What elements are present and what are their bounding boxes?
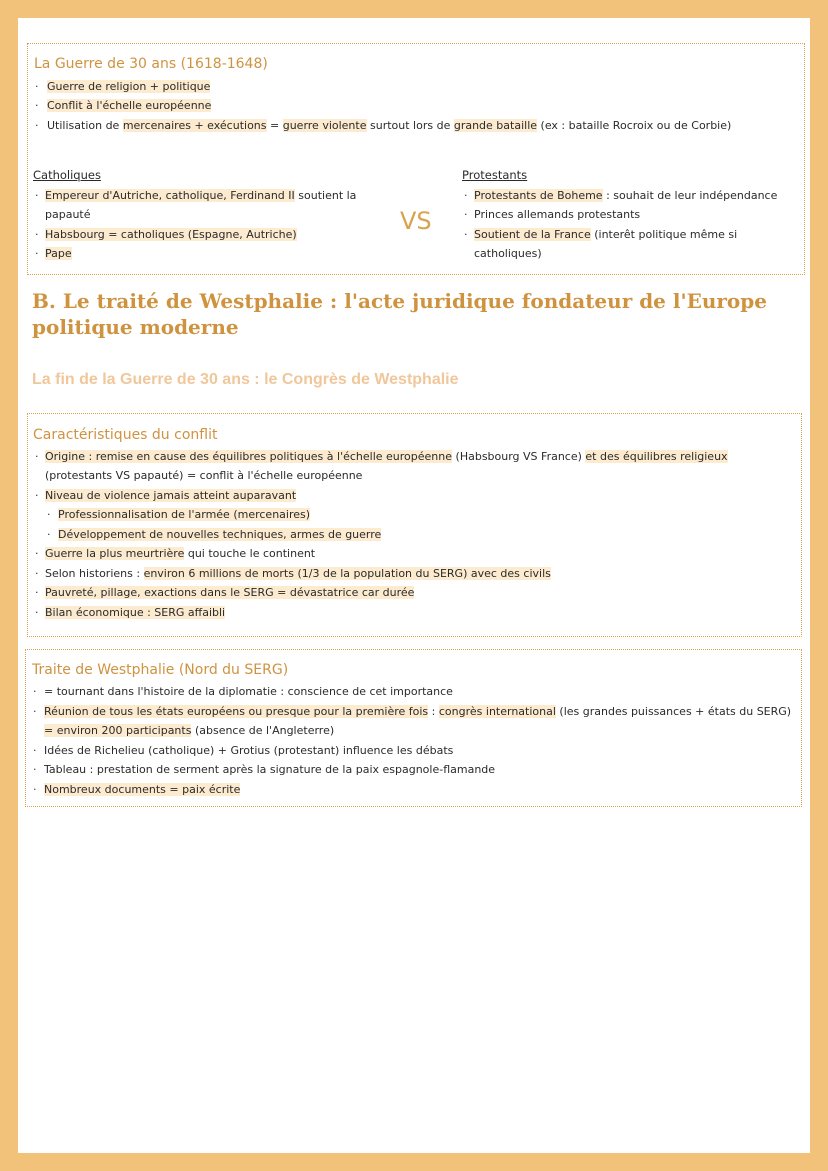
bullet-icon: · [35,450,39,463]
box-title: Caractéristiques du conflit [33,427,218,443]
list-item: Réunion de tous les états européens ou presque pour la première fois : congrès international (les grandes puissances + états du SERG) [44,705,792,718]
column-title-catholics: Catholiques [33,168,101,182]
list-item: Guerre de religion + politique [47,80,211,93]
bullet-icon: · [33,783,37,796]
list-item: Pauvreté, pillage, exactions dans le SERG = dévastatrice car durée [45,586,415,599]
list-item: Professionnalisation de l'armée (mercenaires) [58,508,311,521]
bullet-icon: · [35,489,39,502]
bullet-icon: · [35,119,39,132]
list-item: Nombreux documents = paix écrite [44,783,241,796]
list-item: Niveau de violence jamais atteint auparavant [45,489,297,502]
bullet-icon: · [47,508,51,521]
list-item-continuation: papauté [45,208,91,221]
box-title: Traite de Westphalie (Nord du SERG) [32,662,289,678]
list-item-continuation: = environ 200 participants (absence de l'Angleterre) [44,724,335,737]
list-item: Développement de nouvelles techniques, armes de guerre [58,528,382,541]
bullet-icon: · [33,705,37,718]
list-item: Guerre la plus meurtrière qui touche le continent [45,547,316,560]
bullet-icon: · [47,528,51,541]
document-page [18,18,810,1153]
bullet-icon: · [464,208,468,221]
bullet-icon: · [35,567,39,580]
bullet-icon: · [464,228,468,241]
list-item: Pape [45,247,72,260]
list-item: = tournant dans l'histoire de la diplomatie : conscience de cet importance [44,685,453,698]
list-item: Selon historiens : environ 6 millions de morts (1/3 de la population du SERG) avec des civils [45,567,551,580]
section-heading: B. Le traité de Westphalie : l'acte juridique fondateur de l'Europe politique moderne [32,289,767,339]
list-item: Tableau : prestation de serment après la signature de la paix espagnole-flamande [44,763,496,776]
bullet-icon: · [33,685,37,698]
list-item: Protestants de Boheme : souhait de leur indépendance [474,189,778,202]
list-item-continuation: (protestants VS papauté) = conflit à l'échelle européenne [45,469,363,482]
list-item: Bilan économique : SERG affaibli [45,606,226,619]
list-item: Empereur d'Autriche, catholique, Ferdinand II soutient la [45,189,357,202]
sub-heading: La fin de la Guerre de 30 ans : le Congrès de Westphalie [32,371,459,388]
bullet-icon: · [33,763,37,776]
bullet-icon: · [35,189,39,202]
list-item: Utilisation de mercenaires + exécutions = guerre violente surtout lors de grande bataille (ex : bataille Rocroix ou de Corbie) [47,119,732,132]
list-item: Idées de Richelieu (catholique) + Grotius (protestant) influence les débats [44,744,454,757]
list-item: Soutient de la France (interêt politique même si [474,228,738,241]
list-item: Princes allemands protestants [474,208,641,221]
bullet-icon: · [35,99,39,112]
list-item: Habsbourg = catholiques (Espagne, Autriche) [45,228,297,241]
box-title: La Guerre de 30 ans (1618-1648) [34,56,268,72]
bullet-icon: · [35,228,39,241]
bullet-icon: · [35,247,39,260]
bullet-icon: · [35,547,39,560]
bullet-icon: · [35,80,39,93]
list-item: Conflit à l'échelle européenne [47,99,212,112]
bullet-icon: · [35,606,39,619]
versus-label: VS [400,207,432,235]
bullet-icon: · [464,189,468,202]
column-title-protestants: Protestants [462,168,528,182]
bullet-icon: · [35,586,39,599]
list-item: Origine : remise en cause des équilibres politiques à l'échelle européenne (Habsbourg VS France) et des équilibres religieux [45,450,728,463]
bullet-icon: · [33,744,37,757]
list-item-continuation: catholiques) [474,247,542,260]
